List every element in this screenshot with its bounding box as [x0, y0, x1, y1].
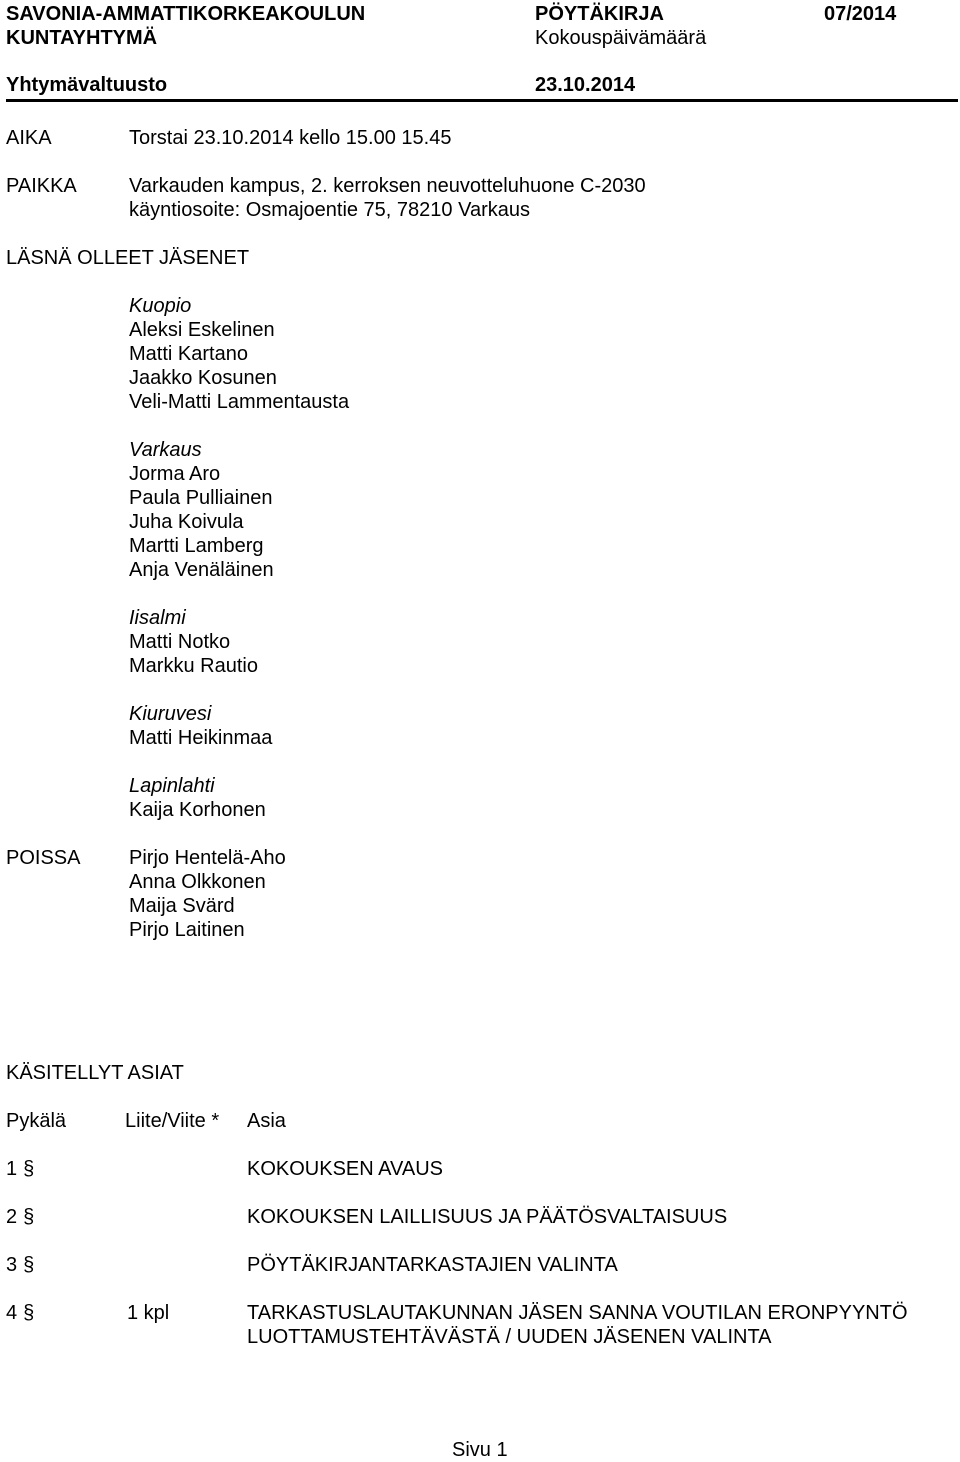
doc-type: PÖYTÄKIRJA — [535, 3, 664, 25]
agenda-item-number — [6, 1253, 34, 1277]
member-name: Matti Notko — [129, 631, 231, 653]
member-group-kuopio — [129, 294, 349, 414]
agenda-item-title-line: LUOTTAMUSTEHTÄVÄSTÄ / UUDEN JÄSENEN VALINTA — [247, 1326, 772, 1348]
municipality-name: Kiuruvesi — [129, 703, 212, 725]
column-header-asia: Asia — [247, 1110, 286, 1132]
agenda-title: KÄSITELLYT ASIAT — [6, 1062, 184, 1084]
org-name-line1: SAVONIA-AMMATTIKORKEAKOULUN — [6, 3, 366, 25]
paikka-line1: Varkauden kampus, 2. kerroksen neuvotteluhuone C-2030 — [129, 175, 646, 197]
member-name: Maija Svärd — [129, 895, 235, 917]
section-symbol: § — [23, 1158, 35, 1180]
member-name: Veli-Matti Lammentausta — [129, 391, 350, 413]
member-name: Martti Lamberg — [129, 535, 264, 557]
paikka-line2: käyntiosoite: Osmajoentie 75, 78210 Varkaus — [129, 199, 530, 221]
item-number: 2 — [6, 1206, 18, 1228]
member-group-iisalmi — [129, 606, 258, 678]
member-name: Aleksi Eskelinen — [129, 319, 275, 341]
member-group-kiuruvesi — [129, 702, 272, 750]
member-name: Juha Koivula — [129, 511, 244, 533]
member-name: Matti Heikinmaa — [129, 727, 273, 749]
doc-number: 07/2014 — [824, 3, 897, 25]
member-group-varkaus — [129, 438, 274, 582]
item-number: 4 — [6, 1302, 18, 1324]
municipality-name: Kuopio — [129, 295, 192, 317]
member-name: Pirjo Hentelä-Aho — [129, 847, 286, 869]
member-group-lapinlahti — [129, 774, 266, 822]
section-symbol: § — [23, 1302, 35, 1324]
agenda-item-title: PÖYTÄKIRJANTARKASTAJIEN VALINTA — [247, 1254, 618, 1276]
agenda-item-title: KOKOUKSEN AVAUS — [247, 1158, 443, 1180]
column-header-liite: Liite/Viite * — [125, 1110, 220, 1132]
absent-label: POISSA — [6, 847, 81, 869]
agenda-item-number — [6, 1205, 34, 1229]
member-name: Jaakko Kosunen — [129, 367, 277, 389]
org-name-line2: KUNTAYHTYMÄ — [6, 27, 158, 49]
member-name: Jorma Aro — [129, 463, 221, 485]
member-name: Anna Olkkonen — [129, 871, 266, 893]
member-name: Pirjo Laitinen — [129, 919, 245, 941]
page-number: Sivu 1 — [452, 1439, 508, 1461]
absent-members — [129, 846, 286, 942]
member-name: Anja Venäläinen — [129, 559, 274, 581]
paikka-label: PAIKKA — [6, 175, 77, 197]
date-label: Kokouspäivämäärä — [535, 27, 707, 49]
agenda-item-title: KOKOUKSEN LAILLISUUS JA PÄÄTÖSVALTAISUUS — [247, 1206, 728, 1228]
agenda-item-attachment: 1 kpl — [127, 1302, 170, 1324]
municipality-name: Lapinlahti — [129, 775, 215, 797]
agenda-item-number — [6, 1301, 34, 1325]
column-header-pykala: Pykälä — [6, 1110, 67, 1132]
agenda-item-title — [247, 1301, 908, 1349]
agenda-item-number — [6, 1157, 34, 1181]
municipality-name: Iisalmi — [129, 607, 186, 629]
member-name: Paula Pulliainen — [129, 487, 273, 509]
item-number: 1 — [6, 1158, 18, 1180]
member-name: Kaija Korhonen — [129, 799, 266, 821]
member-name: Markku Rautio — [129, 655, 258, 677]
municipality-name: Varkaus — [129, 439, 202, 461]
present-label: LÄSNÄ OLLEET JÄSENET — [6, 247, 250, 269]
aika-value: Torstai 23.10.2014 kello 15.00 15.45 — [129, 127, 452, 149]
agenda-item-title-line: TARKASTUSLAUTAKUNNAN JÄSEN SANNA VOUTILAN ERONPYYNTÖ — [247, 1302, 908, 1324]
member-name: Matti Kartano — [129, 343, 248, 365]
meeting-date: 23.10.2014 — [535, 74, 636, 96]
header-divider — [6, 99, 958, 102]
aika-label: AIKA — [6, 127, 52, 149]
section-symbol: § — [23, 1254, 35, 1276]
meeting-body: Yhtymävaltuusto — [6, 74, 168, 96]
section-symbol: § — [23, 1206, 35, 1228]
item-number: 3 — [6, 1254, 18, 1276]
